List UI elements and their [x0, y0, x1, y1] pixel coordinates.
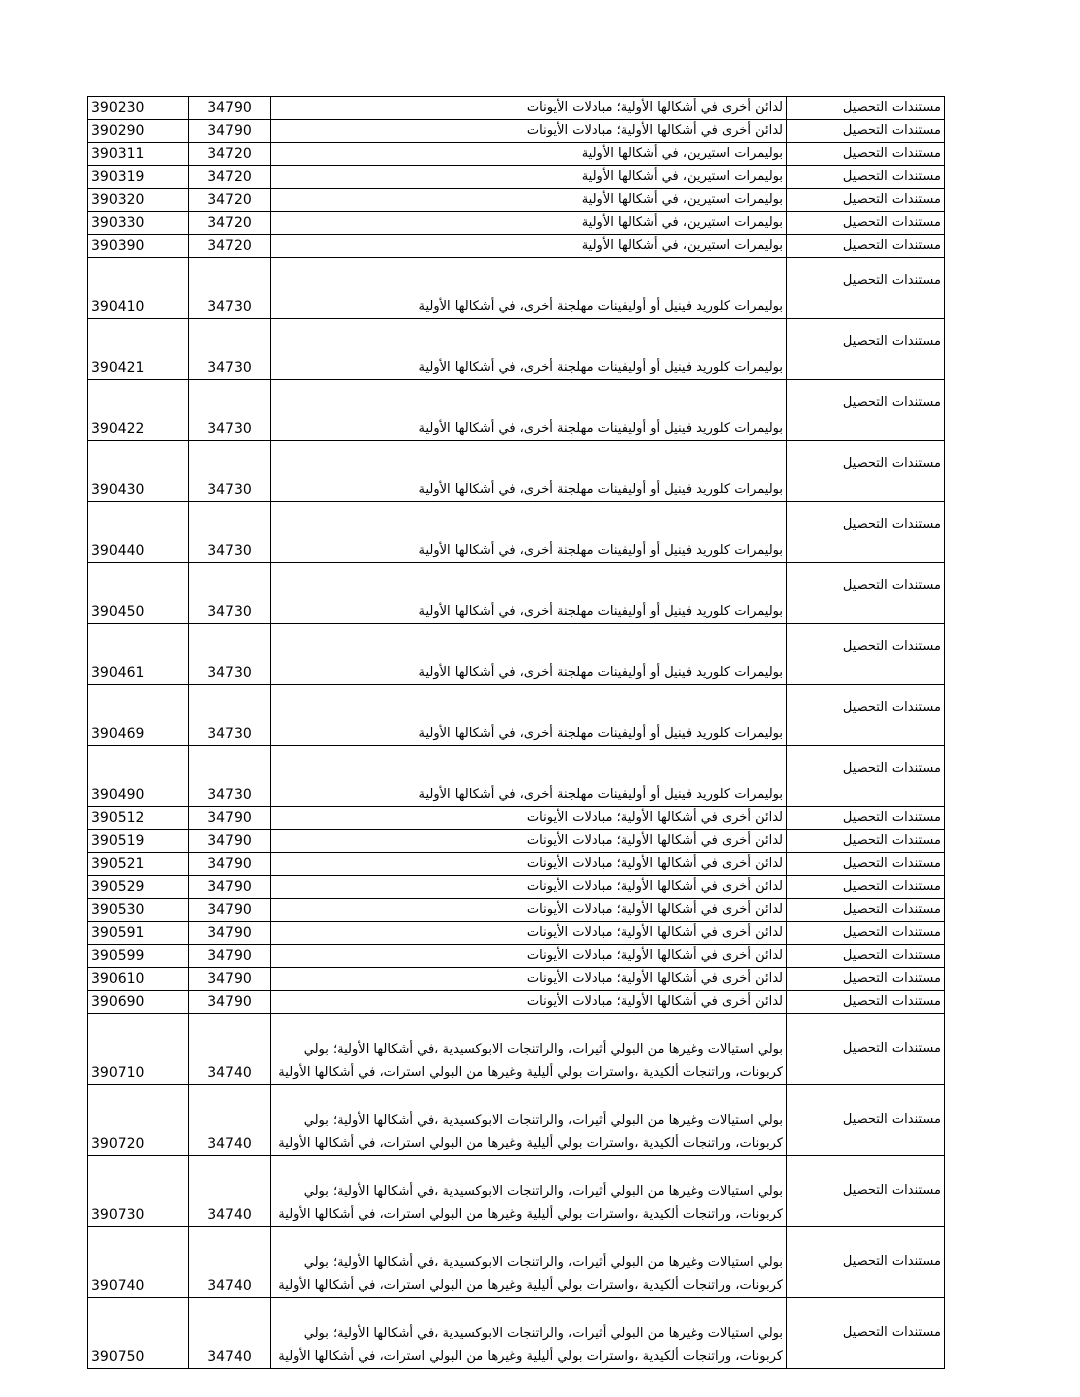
table-row — [88, 97, 945, 120]
table-row — [88, 1227, 945, 1298]
hs-code-cell: 390599 — [88, 945, 189, 968]
category-cell: مستندات التحصيل — [787, 1085, 945, 1156]
hs-code-cell: 390512 — [88, 807, 189, 830]
group-number-cell: 34730 — [189, 746, 271, 807]
hs-code-cell: 390290 — [88, 120, 189, 143]
group-number-cell: 34730 — [189, 502, 271, 563]
category-cell: مستندات التحصيل — [787, 1227, 945, 1298]
description-cell: بوليمرات كلوريد فينيل أو أوليفينات مهلجنة أخرى، في أشكالها الأولية — [271, 746, 787, 807]
hs-code-cell: 390230 — [88, 97, 189, 120]
table-row — [88, 441, 945, 502]
category-cell: مستندات التحصيل — [787, 876, 945, 899]
category-cell: مستندات التحصيل — [787, 563, 945, 624]
description-cell: بوليمرات كلوريد فينيل أو أوليفينات مهلجنة أخرى، في أشكالها الأولية — [271, 441, 787, 502]
table-row — [88, 876, 945, 899]
description-cell: بوليمرات استيرين، في أشكالها الأولية — [271, 189, 787, 212]
description-cell: بوليمرات كلوريد فينيل أو أوليفينات مهلجنة أخرى، في أشكالها الأولية — [271, 380, 787, 441]
table-row — [88, 1156, 945, 1227]
tariff-table — [87, 96, 945, 1369]
hs-code-cell: 390421 — [88, 319, 189, 380]
group-number-cell: 34790 — [189, 945, 271, 968]
description-cell: بوليمرات استيرين، في أشكالها الأولية — [271, 235, 787, 258]
hs-code-cell: 390490 — [88, 746, 189, 807]
category-cell: مستندات التحصيل — [787, 922, 945, 945]
hs-code-cell: 390430 — [88, 441, 189, 502]
group-number-cell: 34720 — [189, 166, 271, 189]
group-number-cell: 34740 — [189, 1085, 271, 1156]
hs-code-cell: 390521 — [88, 853, 189, 876]
description-cell: لدائن أخرى في أشكالها الأولية؛ مبادلات الأيونات — [271, 991, 787, 1014]
table-row — [88, 1014, 945, 1085]
category-cell: مستندات التحصيل — [787, 991, 945, 1014]
table-row — [88, 502, 945, 563]
group-number-cell: 34730 — [189, 563, 271, 624]
category-cell: مستندات التحصيل — [787, 945, 945, 968]
category-cell: مستندات التحصيل — [787, 1014, 945, 1085]
category-cell: مستندات التحصيل — [787, 441, 945, 502]
table-row — [88, 380, 945, 441]
description-cell: لدائن أخرى في أشكالها الأولية؛ مبادلات الأيونات — [271, 968, 787, 991]
table-row — [88, 746, 945, 807]
group-number-cell: 34730 — [189, 624, 271, 685]
group-number-cell: 34790 — [189, 876, 271, 899]
category-cell: مستندات التحصيل — [787, 97, 945, 120]
hs-code-cell: 390461 — [88, 624, 189, 685]
hs-code-cell: 390690 — [88, 991, 189, 1014]
description-cell: لدائن أخرى في أشكالها الأولية؛ مبادلات الأيونات — [271, 922, 787, 945]
table-row — [88, 143, 945, 166]
category-cell: مستندات التحصيل — [787, 120, 945, 143]
hs-code-cell: 390422 — [88, 380, 189, 441]
hs-code-cell: 390610 — [88, 968, 189, 991]
table-row — [88, 1085, 945, 1156]
category-cell: مستندات التحصيل — [787, 189, 945, 212]
hs-code-cell: 390319 — [88, 166, 189, 189]
description-cell: لدائن أخرى في أشكالها الأولية؛ مبادلات الأيونات — [271, 945, 787, 968]
category-cell: مستندات التحصيل — [787, 1298, 945, 1369]
hs-code-cell: 390530 — [88, 899, 189, 922]
description-cell: لدائن أخرى في أشكالها الأولية؛ مبادلات الأيونات — [271, 97, 787, 120]
category-cell: مستندات التحصيل — [787, 685, 945, 746]
table-row — [88, 212, 945, 235]
group-number-cell: 34740 — [189, 1156, 271, 1227]
table-row — [88, 624, 945, 685]
category-cell: مستندات التحصيل — [787, 746, 945, 807]
category-cell: مستندات التحصيل — [787, 968, 945, 991]
description-cell: بوليمرات استيرين، في أشكالها الأولية — [271, 212, 787, 235]
description-cell: بولي استيالات وغيرها من البولي أثيرات، والراتنجات الابوكسيدية ،في أشكالها الأولية؛ بولي كربونات، وراتنجات ألكيدية ،واسترات بولي أليلية وغيرها من البولي استرات، في أشكالها الأولية — [271, 1227, 787, 1298]
group-number-cell: 34720 — [189, 189, 271, 212]
category-cell: مستندات التحصيل — [787, 235, 945, 258]
group-number-cell: 34790 — [189, 807, 271, 830]
group-number-cell: 34790 — [189, 830, 271, 853]
group-number-cell: 34730 — [189, 685, 271, 746]
description-cell: بولي استيالات وغيرها من البولي أثيرات، والراتنجات الابوكسيدية ،في أشكالها الأولية؛ بولي كربونات، وراتنجات ألكيدية ،واسترات بولي أليلية وغيرها من البولي استرات، في أشكالها الأولية — [271, 1298, 787, 1369]
description-cell: بولي استيالات وغيرها من البولي أثيرات، والراتنجات الابوكسيدية ،في أشكالها الأولية؛ بولي كربونات، وراتنجات ألكيدية ،واسترات بولي أليلية وغيرها من البولي استرات، في أشكالها الأولية — [271, 1085, 787, 1156]
group-number-cell: 34790 — [189, 991, 271, 1014]
hs-code-cell: 390311 — [88, 143, 189, 166]
description-cell: بوليمرات كلوريد فينيل أو أوليفينات مهلجنة أخرى، في أشكالها الأولية — [271, 319, 787, 380]
table-row — [88, 922, 945, 945]
table-row — [88, 830, 945, 853]
group-number-cell: 34790 — [189, 899, 271, 922]
category-cell: مستندات التحصيل — [787, 258, 945, 319]
category-cell: مستندات التحصيل — [787, 380, 945, 441]
group-number-cell: 34720 — [189, 212, 271, 235]
hs-code-cell: 390750 — [88, 1298, 189, 1369]
table-row — [88, 685, 945, 746]
table-row — [88, 166, 945, 189]
category-cell: مستندات التحصيل — [787, 807, 945, 830]
table-row — [88, 968, 945, 991]
hs-code-cell: 390450 — [88, 563, 189, 624]
hs-code-cell: 390390 — [88, 235, 189, 258]
description-cell: بوليمرات كلوريد فينيل أو أوليفينات مهلجنة أخرى، في أشكالها الأولية — [271, 624, 787, 685]
description-cell: بوليمرات كلوريد فينيل أو أوليفينات مهلجنة أخرى، في أشكالها الأولية — [271, 258, 787, 319]
group-number-cell: 34730 — [189, 441, 271, 502]
category-cell: مستندات التحصيل — [787, 1156, 945, 1227]
hs-code-cell: 390710 — [88, 1014, 189, 1085]
group-number-cell: 34790 — [189, 922, 271, 945]
table-row — [88, 319, 945, 380]
description-cell: بولي استيالات وغيرها من البولي أثيرات، والراتنجات الابوكسيدية ،في أشكالها الأولية؛ بولي كربونات، وراتنجات ألكيدية ،واسترات بولي أليلية وغيرها من البولي استرات، في أشكالها الأولية — [271, 1014, 787, 1085]
group-number-cell: 34790 — [189, 120, 271, 143]
description-cell: بوليمرات كلوريد فينيل أو أوليفينات مهلجنة أخرى، في أشكالها الأولية — [271, 563, 787, 624]
hs-code-cell: 390320 — [88, 189, 189, 212]
category-cell: مستندات التحصيل — [787, 143, 945, 166]
group-number-cell: 34790 — [189, 853, 271, 876]
description-cell: بوليمرات كلوريد فينيل أو أوليفينات مهلجنة أخرى، في أشكالها الأولية — [271, 502, 787, 563]
description-cell: لدائن أخرى في أشكالها الأولية؛ مبادلات الأيونات — [271, 807, 787, 830]
category-cell: مستندات التحصيل — [787, 502, 945, 563]
group-number-cell: 34730 — [189, 258, 271, 319]
description-cell: بوليمرات كلوريد فينيل أو أوليفينات مهلجنة أخرى، في أشكالها الأولية — [271, 685, 787, 746]
category-cell: مستندات التحصيل — [787, 166, 945, 189]
category-cell: مستندات التحصيل — [787, 899, 945, 922]
table-row — [88, 991, 945, 1014]
category-cell: مستندات التحصيل — [787, 319, 945, 380]
group-number-cell: 34730 — [189, 380, 271, 441]
group-number-cell: 34720 — [189, 235, 271, 258]
description-cell: بولي استيالات وغيرها من البولي أثيرات، والراتنجات الابوكسيدية ،في أشكالها الأولية؛ بولي كربونات، وراتنجات ألكيدية ،واسترات بولي أليلية وغيرها من البولي استرات، في أشكالها الأولية — [271, 1156, 787, 1227]
description-cell: لدائن أخرى في أشكالها الأولية؛ مبادلات الأيونات — [271, 876, 787, 899]
description-cell: بوليمرات استيرين، في أشكالها الأولية — [271, 166, 787, 189]
table-row — [88, 563, 945, 624]
category-cell: مستندات التحصيل — [787, 212, 945, 235]
table-row — [88, 235, 945, 258]
table-row — [88, 899, 945, 922]
hs-code-cell: 390740 — [88, 1227, 189, 1298]
group-number-cell: 34790 — [189, 97, 271, 120]
table-row — [88, 853, 945, 876]
group-number-cell: 34740 — [189, 1014, 271, 1085]
table-body — [88, 97, 945, 1369]
group-number-cell: 34720 — [189, 143, 271, 166]
hs-code-cell: 390730 — [88, 1156, 189, 1227]
description-cell: لدائن أخرى في أشكالها الأولية؛ مبادلات الأيونات — [271, 899, 787, 922]
table-row — [88, 1298, 945, 1369]
description-cell: لدائن أخرى في أشكالها الأولية؛ مبادلات الأيونات — [271, 830, 787, 853]
hs-code-cell: 390410 — [88, 258, 189, 319]
hs-code-cell: 390591 — [88, 922, 189, 945]
hs-code-cell: 390720 — [88, 1085, 189, 1156]
group-number-cell: 34740 — [189, 1298, 271, 1369]
hs-code-cell: 390529 — [88, 876, 189, 899]
table-row — [88, 807, 945, 830]
group-number-cell: 34790 — [189, 968, 271, 991]
table-row — [88, 945, 945, 968]
hs-code-cell: 390440 — [88, 502, 189, 563]
table-row — [88, 189, 945, 212]
table-row — [88, 258, 945, 319]
hs-code-cell: 390469 — [88, 685, 189, 746]
description-cell: لدائن أخرى في أشكالها الأولية؛ مبادلات الأيونات — [271, 853, 787, 876]
category-cell: مستندات التحصيل — [787, 853, 945, 876]
table-row — [88, 120, 945, 143]
category-cell: مستندات التحصيل — [787, 830, 945, 853]
description-cell: لدائن أخرى في أشكالها الأولية؛ مبادلات الأيونات — [271, 120, 787, 143]
category-cell: مستندات التحصيل — [787, 624, 945, 685]
hs-code-cell: 390519 — [88, 830, 189, 853]
group-number-cell: 34730 — [189, 319, 271, 380]
hs-code-cell: 390330 — [88, 212, 189, 235]
description-cell: بوليمرات استيرين، في أشكالها الأولية — [271, 143, 787, 166]
group-number-cell: 34740 — [189, 1227, 271, 1298]
